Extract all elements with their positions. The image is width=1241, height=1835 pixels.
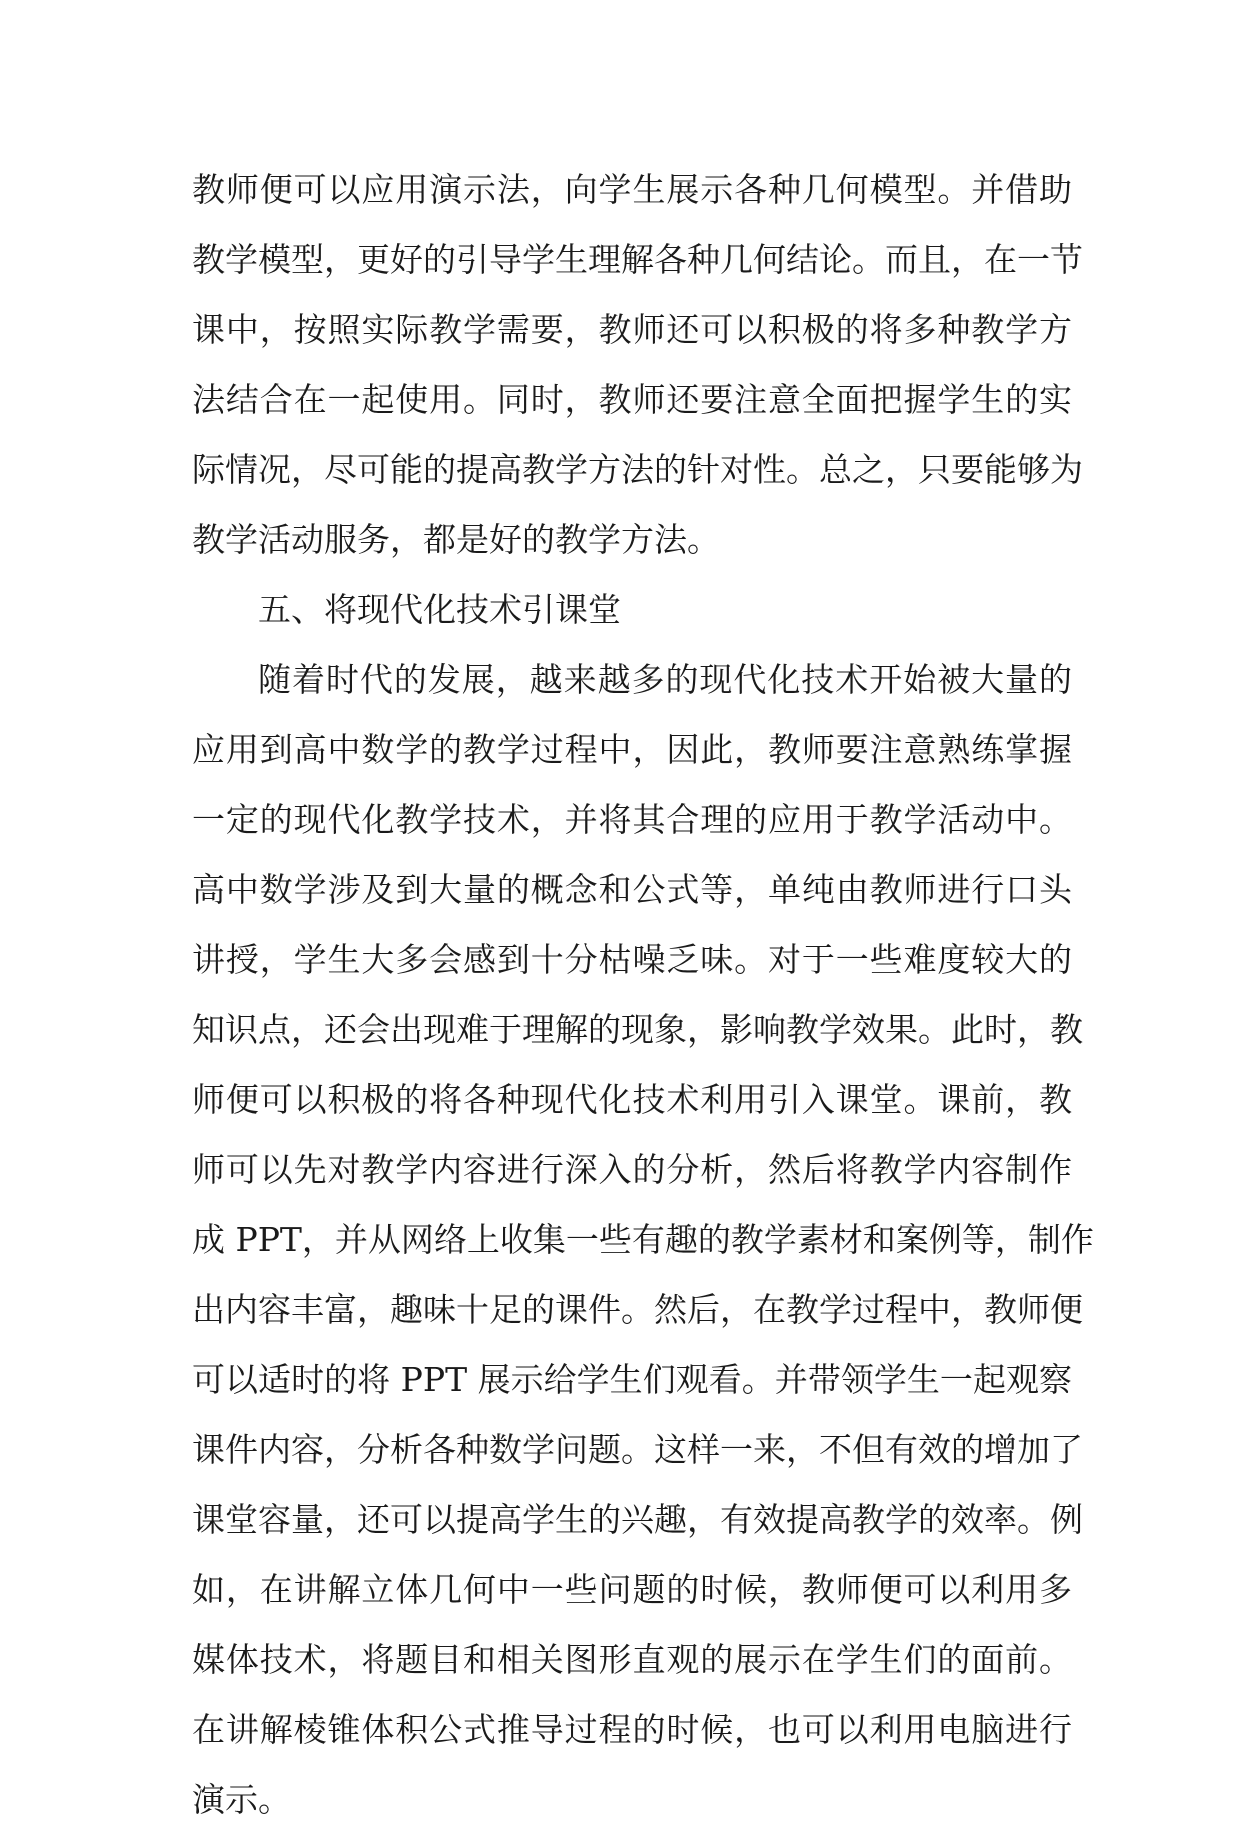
- paragraph-line: 课中，按照实际教学需要，教师还可以积极的将多种教学方: [192, 310, 1072, 349]
- paragraph-line: 知识点，还会出现难于理解的现象，影响教学效果。此时，教: [192, 1010, 1083, 1049]
- paragraph-line: 教学模型，更好的引导学生理解各种几何结论。而且，在一节: [192, 240, 1083, 279]
- paragraph-line: 出内容丰富，趣味十足的课件。然后，在教学过程中，教师便: [192, 1290, 1083, 1329]
- paragraph-line: 媒体技术，将题目和相关图形直观的展示在学生们的面前。: [192, 1640, 1072, 1679]
- paragraph-line: 应用到高中数学的教学过程中，因此，教师要注意熟练掌握: [192, 730, 1072, 769]
- paragraph-line: 教师便可以应用演示法，向学生展示各种几何模型。并借助: [192, 170, 1072, 209]
- paragraph-line: 一定的现代化教学技术，并将其合理的应用于教学活动中。: [192, 800, 1072, 839]
- paragraph-line: 教学活动服务，都是好的教学方法。: [192, 520, 720, 559]
- paragraph-line: 师便可以积极的将各种现代化技术利用引入课堂。课前，教: [192, 1080, 1072, 1119]
- paragraph-line: 成 PPT，并从网络上收集一些有趣的教学素材和案例等，制作: [192, 1220, 1094, 1259]
- paragraph-line: 法结合在一起使用。同时，教师还要注意全面把握学生的实: [192, 380, 1072, 419]
- paragraph-line: 际情况，尽可能的提高教学方法的针对性。总之，只要能够为: [192, 450, 1083, 489]
- paragraph-line: 课堂容量，还可以提高学生的兴趣，有效提高教学的效率。例: [192, 1500, 1083, 1539]
- paragraph-line: 高中数学涉及到大量的概念和公式等，单纯由教师进行口头: [192, 870, 1072, 909]
- paragraph-line: 讲授，学生大多会感到十分枯噪乏味。对于一些难度较大的: [192, 940, 1072, 979]
- paragraph-line: 在讲解棱锥体积公式推导过程的时候，也可以利用电脑进行: [192, 1710, 1072, 1749]
- body-text: [192, 155, 1094, 1835]
- paragraph-line: 随着时代的发展，越来越多的现代化技术开始被大量的: [258, 660, 1072, 699]
- paragraph-line: 如，在讲解立体几何中一些问题的时候，教师便可以利用多: [192, 1570, 1072, 1609]
- section-heading: 五、将现代化技术引课堂: [258, 590, 621, 629]
- paragraph-line: 可以适时的将 PPT 展示给学生们观看。并带领学生一起观察: [192, 1360, 1072, 1399]
- paragraph-line: 课件内容，分析各种数学问题。这样一来，不但有效的增加了: [192, 1430, 1083, 1469]
- paragraph-line: 师可以先对教学内容进行深入的分析，然后将教学内容制作: [192, 1150, 1072, 1189]
- paragraph-line: 演示。: [192, 1780, 291, 1819]
